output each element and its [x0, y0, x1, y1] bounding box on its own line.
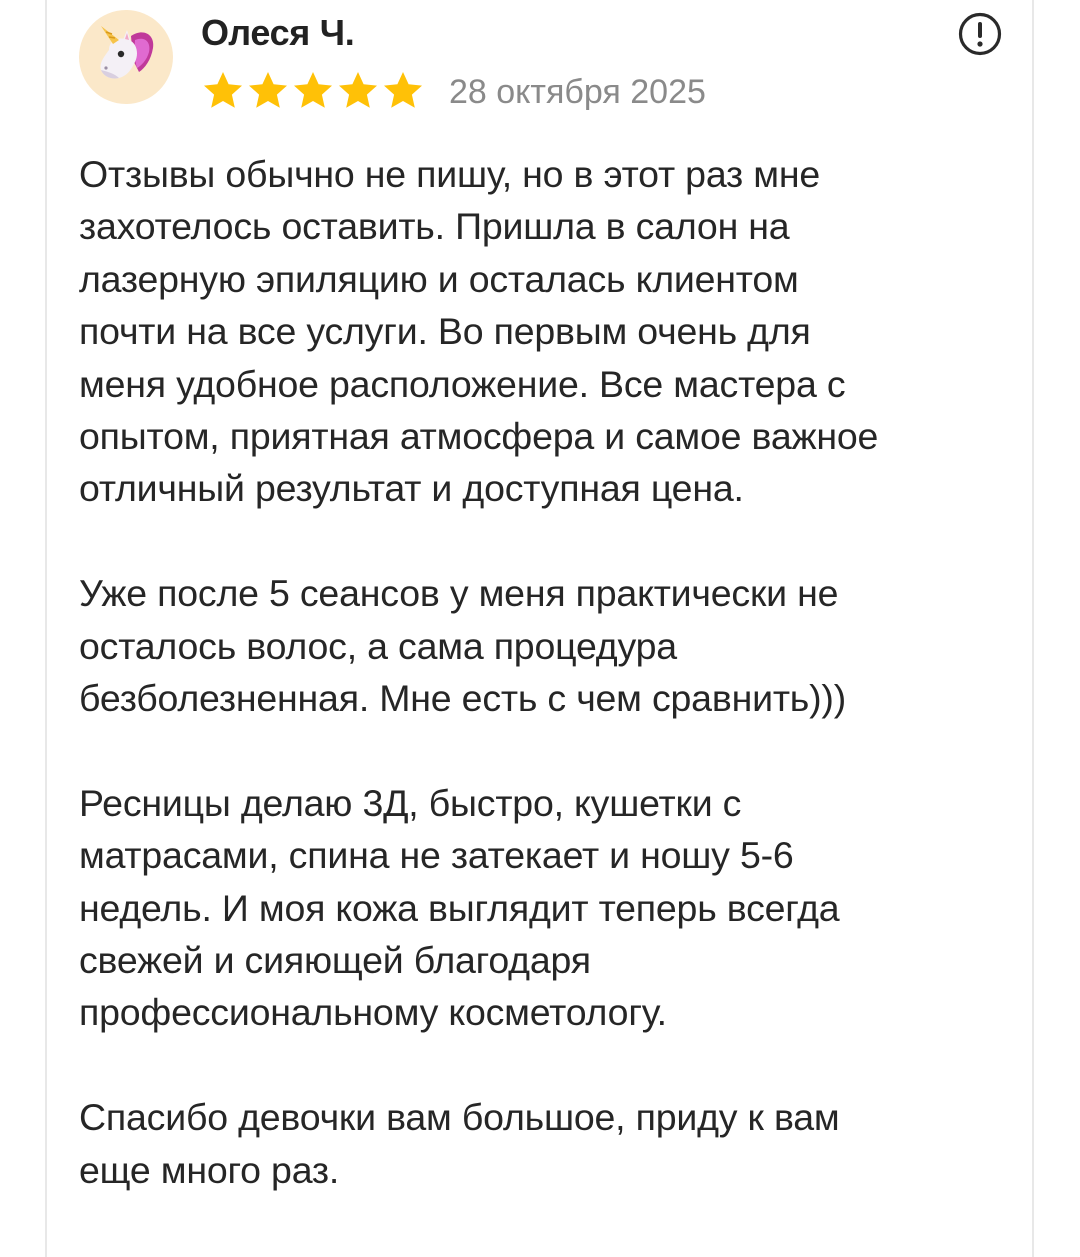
text-line: захотелось оставить. Пришла в салон на [79, 205, 790, 248]
text-line: Уже после 5 сеансов у меня практически не [79, 572, 839, 615]
review-paragraph [79, 567, 1009, 724]
text-line: Отзывы обычно не пишу, но в этот раз мне [79, 153, 821, 195]
text-line: матрасами, спина не затекает и ношу 5-6 [79, 834, 794, 877]
star-icon [336, 69, 380, 113]
review-date: 28 октября 2025 [449, 73, 706, 111]
text-line: Спасибо девочки вам большое, приду к вам [79, 1096, 840, 1139]
card-border-left [45, 0, 47, 1257]
text-line: безболезненная. Мне есть с чем сравнить))) [79, 677, 846, 720]
text-line: меня удобное расположение. Все мастера с [79, 362, 846, 405]
review-paragraph [79, 777, 1009, 1039]
rating-stars [201, 69, 425, 113]
review-text [79, 148, 1009, 1196]
star-icon [201, 69, 245, 113]
text-line: недель. И моя кожа выглядит теперь всегда [79, 886, 840, 929]
unicorn-icon [79, 10, 173, 104]
avatar[interactable] [79, 10, 173, 104]
text-line: отличный результат и доступная цена. [79, 467, 744, 510]
text-line: почти на все услуги. Во первым очень для [79, 310, 811, 353]
author-name[interactable]: Олеся Ч. [201, 12, 355, 53]
text-line: Ресницы делаю 3Д, быстро, кушетки с [79, 781, 742, 824]
review-paragraph [79, 148, 1009, 515]
star-icon [291, 69, 335, 113]
text-line: свежей и сияющей благодаря [79, 939, 591, 982]
text-line: осталось волос, а сама процедура [79, 624, 677, 667]
star-icon [246, 69, 290, 113]
review-paragraph [79, 1091, 1009, 1196]
text-line: еще много раз. [79, 1148, 340, 1191]
star-icon [381, 69, 425, 113]
exclamation-circle-icon [957, 11, 1003, 57]
text-line: профессиональному косметологу. [79, 991, 667, 1034]
text-line: лазерную эпиляцию и осталась клиентом [79, 257, 799, 300]
card-border-right [1032, 0, 1034, 1257]
text-line: опытом, приятная атмосфера и самое важное [79, 415, 879, 458]
report-button[interactable] [957, 11, 1003, 57]
